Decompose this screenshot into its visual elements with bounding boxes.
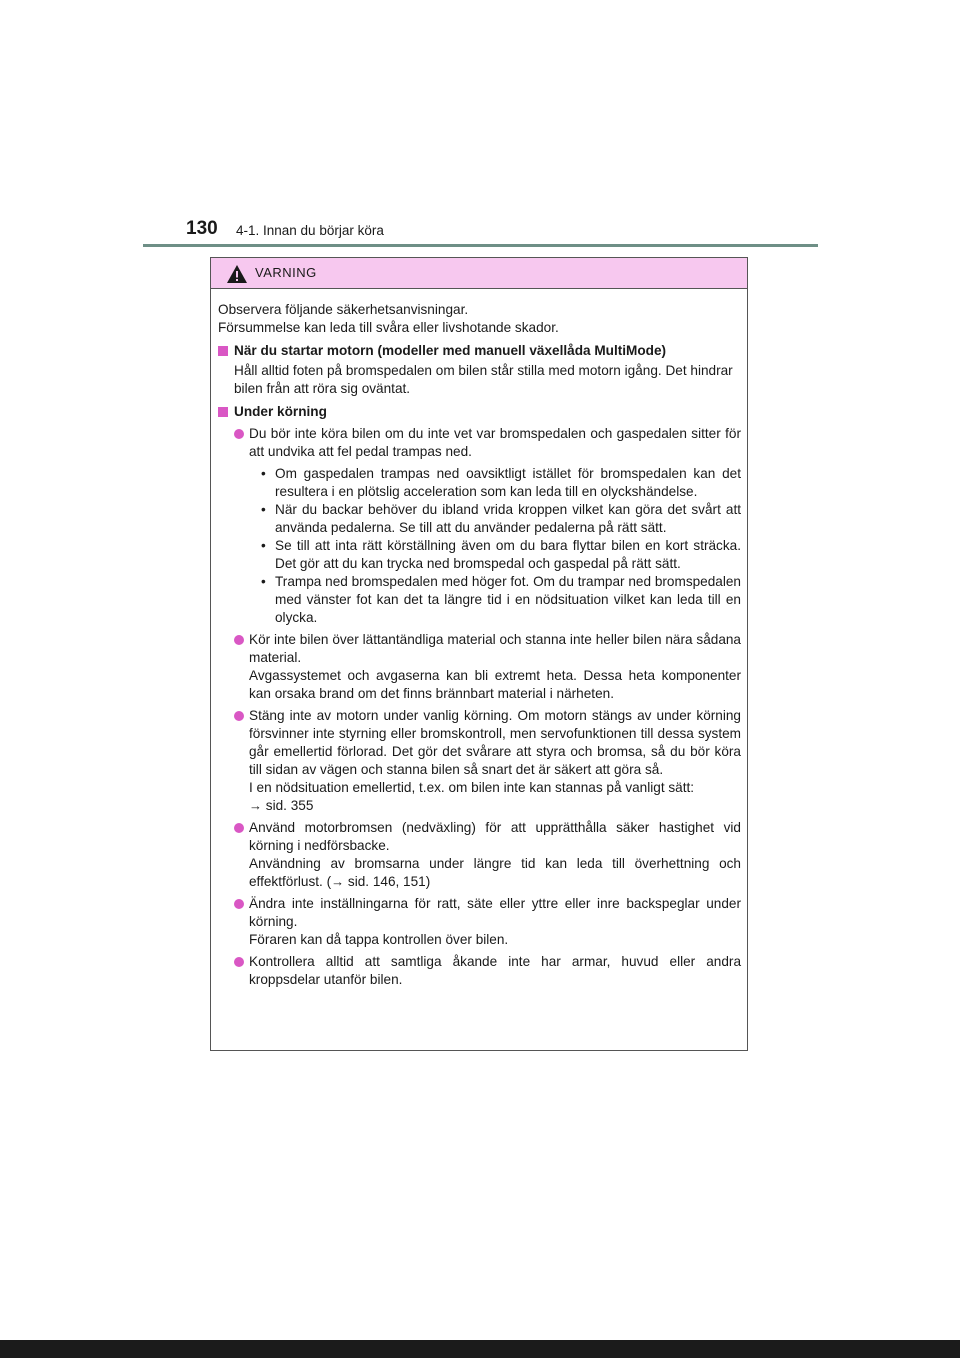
sub-item-text: Trampa ned bromspedalen med höger fot. Om du trampar ned bromspedalen med vänster fot kan det ta längre tid i en nödsituation vilket kan leda till en olycka. [275, 574, 741, 625]
sub-item-text: När du backar behöver du ibland vrida kroppen vilket kan göra det svårt att använda pedalerna. Se till att du använder pedalerna på rätt sätt. [275, 502, 741, 535]
sub-item [218, 537, 741, 573]
warning-body [211, 289, 747, 989]
point-extra [249, 855, 741, 891]
warning-intro [218, 301, 741, 337]
section-heading-text: När du startar motorn (modeller med manuell växellåda MultiMode) [234, 343, 667, 358]
sub-item-text: Se till att inta rätt körställning även om du bara flyttar bilen en kort sträcka. Det gör att du kan trycka ned bromspedal och gaspedal på rätt sätt. [275, 538, 741, 571]
point-text: Du bör inte köra bilen om du inte vet var bromspedalen och gaspedalen sitter för att undvika att fel pedal trampas ned. [249, 426, 741, 459]
page-number: 130 [186, 218, 218, 239]
sub-list [218, 465, 741, 627]
point-extra: I en nödsituation emellertid, t.ex. om bilen inte kan stannas på vanligt sätt: [249, 780, 695, 795]
round-bullet-icon [234, 711, 244, 721]
sub-item [218, 573, 741, 627]
point-text: Kör inte bilen över lättantändliga material och stanna inte heller bilen nära sådana material. [249, 632, 741, 665]
warning-triangle-icon [226, 264, 248, 284]
bullet-point [218, 631, 741, 703]
warning-header [211, 258, 747, 289]
dot-bullet-icon: • [261, 574, 266, 589]
bullet-point [218, 895, 741, 949]
header-rule [143, 244, 818, 247]
sub-item [218, 465, 741, 501]
round-bullet-icon [234, 635, 244, 645]
round-bullet-icon [234, 957, 244, 967]
bullet-point [218, 953, 741, 989]
round-bullet-icon [234, 429, 244, 439]
sub-item [218, 501, 741, 537]
warning-label: VARNING [255, 265, 317, 280]
point-text: Ändra inte inställningarna för ratt, säte eller yttre eller inre backspeglar under körning. [249, 896, 741, 929]
intro-line: Observera följande säkerhetsanvisningar. [218, 302, 469, 317]
dot-bullet-icon: • [261, 502, 266, 517]
bullet-point [218, 707, 741, 815]
arrow-right-icon: → [249, 798, 262, 813]
round-bullet-icon [234, 899, 244, 909]
section-heading [218, 342, 741, 360]
point-text: Använd motorbromsen (nedväxling) för att upprätthålla säker hastighet vid körning i nedförsbacke. [249, 820, 741, 853]
section-heading [218, 403, 741, 421]
bullet-point [218, 819, 741, 891]
point-extra-text: Användning av bromsarna under längre tid kan leda till överhettning och effektförlust. ( [249, 856, 741, 889]
page-reference-text[interactable]: sid. 146, 151) [347, 874, 431, 889]
page-reference [249, 797, 741, 815]
square-bullet-icon [218, 346, 228, 356]
point-text: Kontrollera alltid att samtliga åkande inte har armar, huvud eller andra kroppsdelar utanför bilen. [249, 954, 741, 987]
square-bullet-icon [218, 407, 228, 417]
page-reference-text[interactable]: sid. 355 [265, 798, 314, 813]
warning-box [210, 257, 748, 1051]
point-extra: Föraren kan då tappa kontrollen över bilen. [249, 932, 509, 947]
point-text: Stäng inte av motorn under vanlig körning. Om motorn stängs av under körning försvinner inte styrning eller bromskontroll, men servofunktionen till dessa system går emellertid förlorad. Det gör det svårare att styra och bromsa, så du bör köra till sidan av vägen och stanna bilen så snart det är säkert att göra så. [249, 708, 741, 777]
sub-item-text: Om gaspedalen trampas ned oavsiktligt istället för bromspedalen kan det resultera i en plötslig acceleration som kan leda till en olyckshändelse. [275, 466, 741, 499]
intro-line: Försummelse kan leda till svåra eller livshotande skador. [218, 320, 559, 335]
arrow-right-icon: → [331, 874, 345, 889]
footer-bar [0, 1340, 960, 1358]
round-bullet-icon [234, 823, 244, 833]
section-driving [218, 403, 741, 989]
section-title: 4-1. Innan du börjar köra [236, 223, 384, 238]
dot-bullet-icon: • [261, 538, 266, 553]
point-extra: Avgassystemet och avgaserna kan bli extremt heta. Dessa heta komponenter kan orsaka brand om det finns brännbart material i närheten. [249, 668, 741, 701]
section-text: Håll alltid foten på bromspedalen om bilen står stilla med motorn igång. Det hindrar bilen från att röra sig oväntat. [234, 363, 733, 396]
bullet-point [218, 425, 741, 461]
section-engine-start [218, 342, 741, 398]
dot-bullet-icon: • [261, 466, 266, 481]
section-heading-text: Under körning [234, 404, 327, 419]
